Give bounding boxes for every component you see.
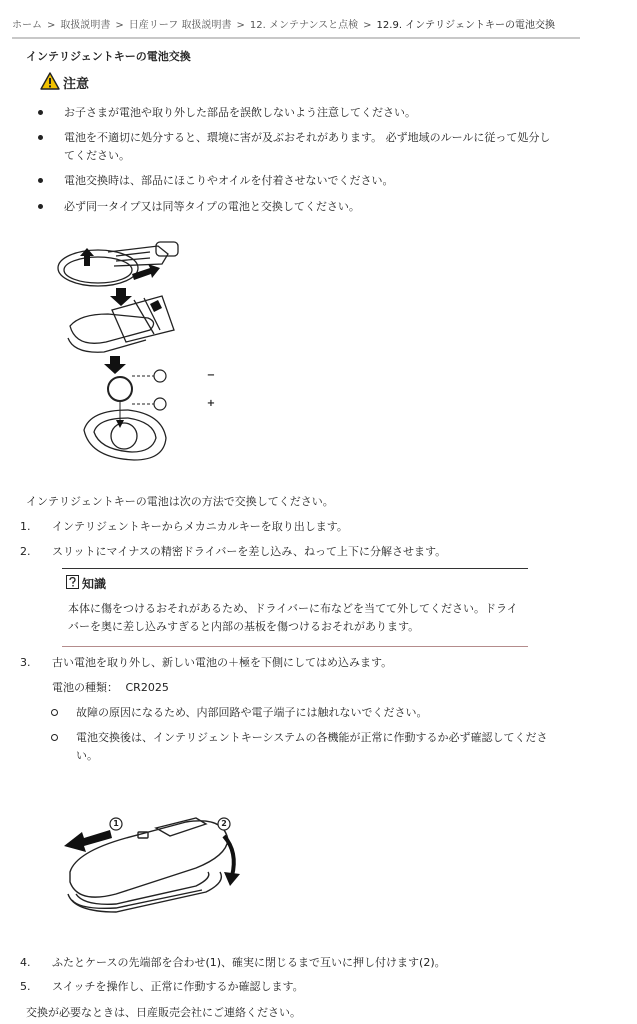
step-text: 古い電池を取り外し、新しい電池の＋極を下側にしてはめ込みます。 [52,656,393,669]
bullet-circle [51,709,58,716]
sub-item-text: 電池交換後は、インテリジェントキーシステムの各機能が正常に作動するか必ず確認してください。 [76,731,548,762]
intro-text: インテリジェントキーの電池は次の方法で交換してください。 [26,495,334,508]
breadcrumb [12,18,580,34]
section-title: インテリジェントキーの電池交換 [26,50,191,63]
caution-label: 注意 [63,76,90,92]
caution-text: お子さまが電池や取り外した部品を誤飲しないよう注意してください。 [64,106,416,119]
breadcrumb-separator: > [115,20,124,31]
step-text: スリットにマイナスの精密ドライバーを差し込み、ねって上下に分解させます。 [52,545,447,558]
battery-type-value: CR2025 [125,681,169,694]
step-number: 2. [20,545,31,558]
note-bottom-rule [62,646,528,647]
figure-marker-1: 1 [113,819,119,828]
breadcrumb-separator: > [47,20,56,31]
figure-marker-2: 2 [221,819,227,828]
battery-type [52,679,169,697]
step-number: 1. [20,520,31,533]
question-icon [66,575,79,592]
bullet-circle [51,734,58,741]
step-text: インテリジェントキーからメカニカルキーを取り出します。 [52,520,348,533]
breadcrumb-home-link[interactable]: ホーム [12,20,42,31]
breadcrumb-divider [12,37,580,39]
caution-text: 電池を不適切に処分すると、環境に害が及ぶおそれがあります。 必ず地域のルールに従って処分してください。 [64,131,551,162]
battery-plus-symbol: + [206,398,216,409]
breadcrumb-separator: > [236,20,245,31]
bullet-dot [38,135,43,140]
bullet-dot [38,178,43,183]
breadcrumb-manual-link[interactable]: 取扱説明書 [60,20,111,31]
breadcrumb-current: 12.9. インテリジェントキーの電池交換 [376,20,555,31]
breadcrumb-leaf-manual-link[interactable]: 日産リーフ 取扱説明書 [128,20,232,31]
battery-minus-symbol: − [206,370,216,381]
breadcrumb-separator: > [363,20,372,31]
footer-text: 交換が必要なときは、日産販売会社にご連絡ください。 [26,1006,301,1019]
key-disassembly-illustration [50,234,216,484]
step-number: 3. [20,656,31,669]
step-text: スイッチを操作し、正常に作動するか確認します。 [52,980,304,993]
note-text: 本体に傷をつけるおそれがあるため、ドライバーに布などを当てて外してください。ドライバーを奥に差し込みすぎると内部の基板を傷つけるおそれがあります。 [68,602,518,633]
note-label: 知識 [82,577,107,591]
caution-text: 電池交換時は、部品にほこりやオイルを付着させないでください。 [64,174,394,187]
step-number: 5. [20,980,31,993]
bullet-dot [38,110,43,115]
warning-icon [40,72,60,93]
key-reassembly-illustration [56,812,246,922]
battery-type-label: 電池の種類： [52,681,118,694]
breadcrumb-maintenance-link[interactable]: 12. メンテナンスと点検 [249,20,359,31]
bullet-dot [38,204,43,209]
sub-item-text: 故障の原因になるため、内部回路や電子端子には触れないでください。 [76,706,428,719]
step-number: 4. [20,956,31,969]
note-top-rule [62,568,528,569]
step-text: ふたとケースの先端部を合わせ(1)、確実に閉じるまで互いに押し付けます(2)。 [52,956,446,969]
note-box [62,568,528,647]
note-heading [66,575,106,592]
caution-heading [40,72,89,92]
caution-text: 必ず同一タイプ又は同等タイプの電池と交換してください。 [64,200,360,213]
